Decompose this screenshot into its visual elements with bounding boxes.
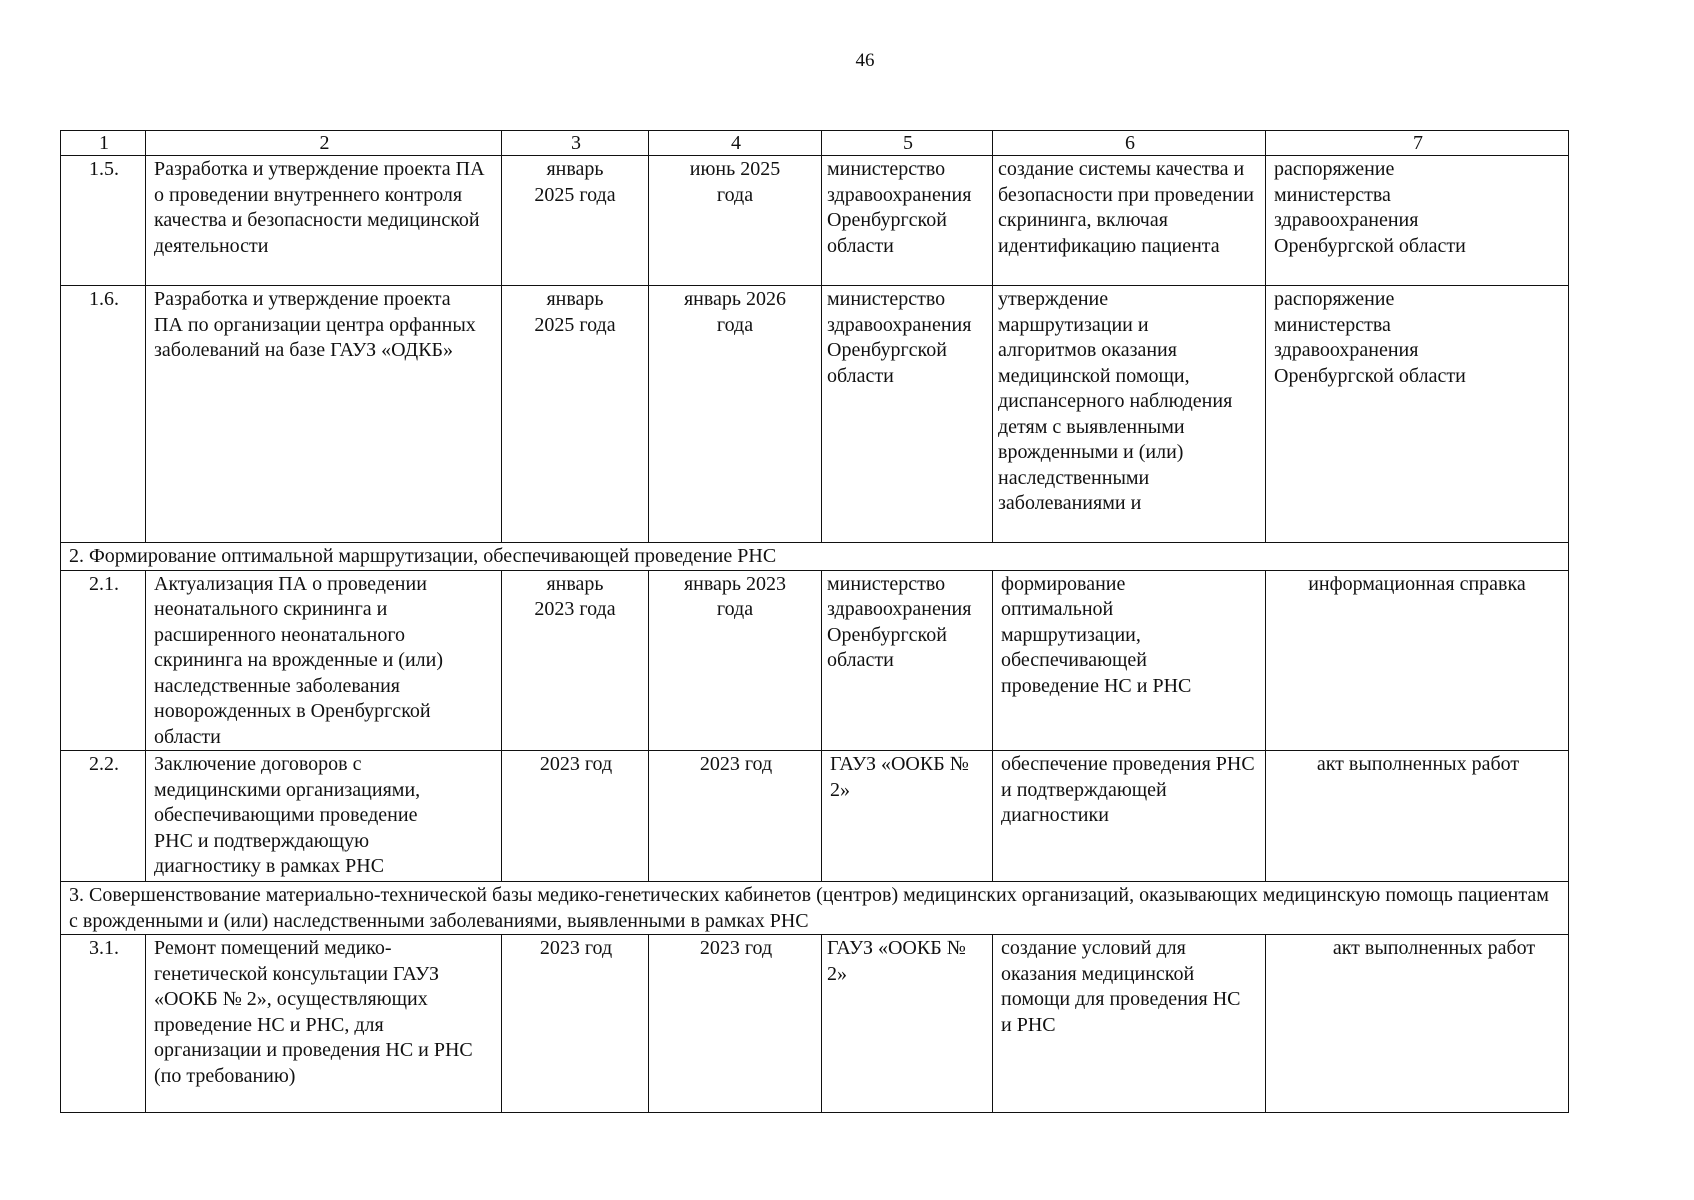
- item-executor: ГАУЗ «ООКБ № 2»: [822, 935, 993, 1113]
- item-executor: ГАУЗ «ООКБ № 2»: [822, 751, 993, 882]
- item-name: Актуализация ПА о проведении неонатального скрининга и расширенного неонатального скрининга на врожденные и (или) наследственные заболевания новорожденных в Оренбургской области: [146, 570, 502, 751]
- item-name: Ремонт помещений медико-генетической консультации ГАУЗ «ООКБ № 2», осуществляющих проведение НС и РНС, для организации и проведения НС и РНС (по требованию): [146, 935, 502, 1113]
- table-row: [61, 286, 1569, 543]
- item-executor: министерство здравоохранения Оренбургской области: [822, 286, 993, 543]
- column-number: 2: [146, 131, 502, 156]
- item-document: распоряжение министерства здравоохранения Оренбургской области: [1266, 156, 1569, 286]
- item-result: обеспечение проведения РНС и подтверждающей диагностики: [993, 751, 1266, 882]
- item-end: июнь 2025 года: [649, 156, 822, 286]
- item-executor: министерство здравоохранения Оренбургской области: [822, 570, 993, 751]
- item-start: январь 2023 года: [502, 570, 649, 751]
- item-end: 2023 год: [649, 751, 822, 882]
- table-row: [61, 156, 1569, 286]
- column-number: 7: [1266, 131, 1569, 156]
- item-end: 2023 год: [649, 935, 822, 1113]
- item-number: 2.1.: [61, 570, 146, 751]
- item-start: 2023 год: [502, 751, 649, 882]
- page-number: 46: [855, 50, 875, 71]
- item-number: 2.2.: [61, 751, 146, 882]
- column-number-row: [61, 131, 1569, 156]
- section-title: 2. Формирование оптимальной маршрутизации, обеспечивающей проведение РНС: [61, 543, 1569, 571]
- item-name: Заключение договоров с медицинскими организациями, обеспечивающими проведение РНС и подтверждающую диагностику в рамках РНС: [146, 751, 502, 882]
- item-document: акт выполненных работ: [1266, 751, 1569, 882]
- item-number: 1.5.: [61, 156, 146, 286]
- section-row: [61, 882, 1569, 935]
- table-row: [61, 570, 1569, 751]
- item-name: Разработка и утверждение проекта ПА по организации центра орфанных заболеваний на базе ГАУЗ «ОДКБ»: [146, 286, 502, 543]
- table-row: [61, 935, 1569, 1113]
- item-document: акт выполненных работ: [1266, 935, 1569, 1113]
- item-end: январь 2026 года: [649, 286, 822, 543]
- column-number: 3: [502, 131, 649, 156]
- item-name: Разработка и утверждение проекта ПА о проведении внутреннего контроля качества и безопасности медицинской деятельности: [146, 156, 502, 286]
- action-plan-table: [60, 130, 1569, 1113]
- column-number: 1: [61, 131, 146, 156]
- section-row: [61, 543, 1569, 571]
- item-number: 1.6.: [61, 286, 146, 543]
- item-end: январь 2023 года: [649, 570, 822, 751]
- item-document: информационная справка: [1266, 570, 1569, 751]
- column-number: 4: [649, 131, 822, 156]
- item-start: 2023 год: [502, 935, 649, 1113]
- column-number: 5: [822, 131, 993, 156]
- item-number: 3.1.: [61, 935, 146, 1113]
- item-start: январь 2025 года: [502, 156, 649, 286]
- item-start: январь 2025 года: [502, 286, 649, 543]
- column-number: 6: [993, 131, 1266, 156]
- item-result: создание условий для оказания медицинской помощи для проведения НС и РНС: [993, 935, 1266, 1113]
- item-result: утверждение маршрутизации и алгоритмов оказания медицинской помощи, диспансерного наблюдения детям с выявленными врожденными и (или) наследственными заболеваниями и: [993, 286, 1266, 543]
- section-title: 3. Совершенствование материально-технической базы медико-генетических кабинетов (центров) медицинских организаций, оказывающих медицинскую помощь пациентам с врожденными и (или) наследственными заболеваниями, выявленными в рамках РНС: [61, 882, 1569, 935]
- item-executor: министерство здравоохранения Оренбургской области: [822, 156, 993, 286]
- item-result: формирование оптимальной маршрутизации, обеспечивающей проведение НС и РНС: [993, 570, 1266, 751]
- item-document: распоряжение министерства здравоохранения Оренбургской области: [1266, 286, 1569, 543]
- item-result: создание системы качества и безопасности при проведении скрининга, включая идентификацию пациента: [993, 156, 1266, 286]
- table-row: [61, 751, 1569, 882]
